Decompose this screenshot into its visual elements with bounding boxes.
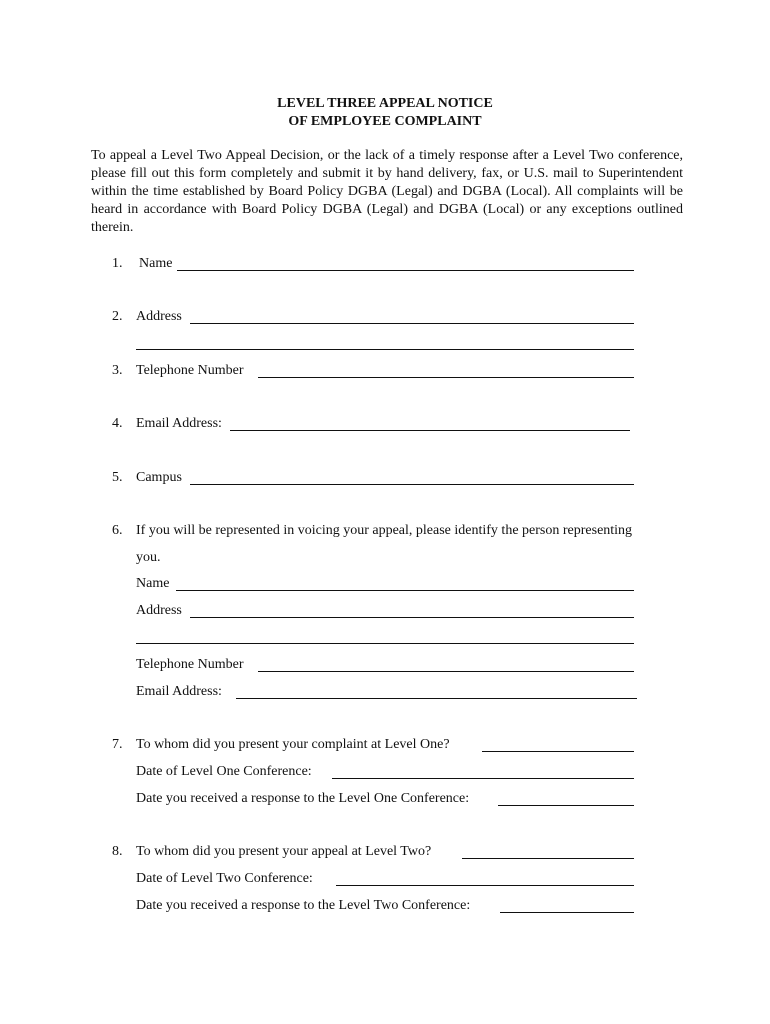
- telephone-label: Telephone Number: [136, 363, 244, 378]
- rep-address-field-line-2[interactable]: [136, 643, 634, 644]
- item-number-6: 6.: [112, 523, 123, 538]
- representative-question: If you will be represented in voicing your appeal, please identify the person representing: [136, 523, 633, 538]
- email-label: Email Address:: [136, 416, 222, 431]
- intro-paragraph: To appeal a Level Two Appeal Decision, or the lack of a timely response after a Level Two conference, please fill out this form completely and submit it by hand delivery, fax, or U.S. mail to Superintendent within the time established by Board Policy DGBA (Legal) and DGBA (Local). All complaints will be heard in accordance with Board Policy DGBA (Legal) and DGBA (Local) or any exceptions outlined therein.: [91, 148, 683, 235]
- address-label: Address: [136, 309, 182, 324]
- level-two-response-field[interactable]: [500, 912, 634, 913]
- address-field-line-1[interactable]: [190, 323, 634, 324]
- campus-field[interactable]: [190, 484, 634, 485]
- level-two-date-field[interactable]: [336, 885, 634, 886]
- rep-name-label: Name: [136, 576, 170, 591]
- level-two-response-label: Date you received a response to the Level Two Conference:: [136, 898, 471, 913]
- address-field-line-2[interactable]: [136, 349, 634, 350]
- level-one-date-field[interactable]: [332, 778, 634, 779]
- item-number-7: 7.: [112, 737, 123, 752]
- email-field[interactable]: [230, 430, 630, 431]
- campus-label: Campus: [136, 470, 182, 485]
- item-number-3: 3.: [112, 363, 123, 378]
- telephone-field[interactable]: [258, 377, 634, 378]
- item-number-1: 1.: [112, 256, 123, 271]
- level-two-date-label: Date of Level Two Conference:: [136, 871, 313, 886]
- rep-address-label: Address: [136, 603, 182, 618]
- title-line-1: LEVEL THREE APPEAL NOTICE: [277, 96, 493, 111]
- item-number-8: 8.: [112, 844, 123, 859]
- item-number-5: 5.: [112, 470, 123, 485]
- level-one-date-label: Date of Level One Conference:: [136, 764, 312, 779]
- title-line-2: OF EMPLOYEE COMPLAINT: [288, 114, 482, 129]
- representative-question-cont: you.: [136, 550, 161, 565]
- level-one-response-field[interactable]: [498, 805, 634, 806]
- level-two-whom-label: To whom did you present your appeal at Level Two?: [136, 844, 432, 859]
- item-number-2: 2.: [112, 309, 123, 324]
- rep-address-field-line-1[interactable]: [190, 617, 634, 618]
- level-one-whom-field[interactable]: [482, 751, 634, 752]
- item-number-4: 4.: [112, 416, 123, 431]
- rep-email-field[interactable]: [236, 698, 637, 699]
- level-one-response-label: Date you received a response to the Level One Conference:: [136, 791, 470, 806]
- rep-email-label: Email Address:: [136, 684, 222, 699]
- level-two-whom-field[interactable]: [462, 858, 634, 859]
- rep-name-field[interactable]: [176, 590, 634, 591]
- name-field[interactable]: [177, 270, 634, 271]
- level-one-whom-label: To whom did you present your complaint at Level One?: [136, 737, 450, 752]
- rep-telephone-label: Telephone Number: [136, 657, 244, 672]
- name-label: Name: [139, 256, 173, 271]
- rep-telephone-field[interactable]: [258, 671, 634, 672]
